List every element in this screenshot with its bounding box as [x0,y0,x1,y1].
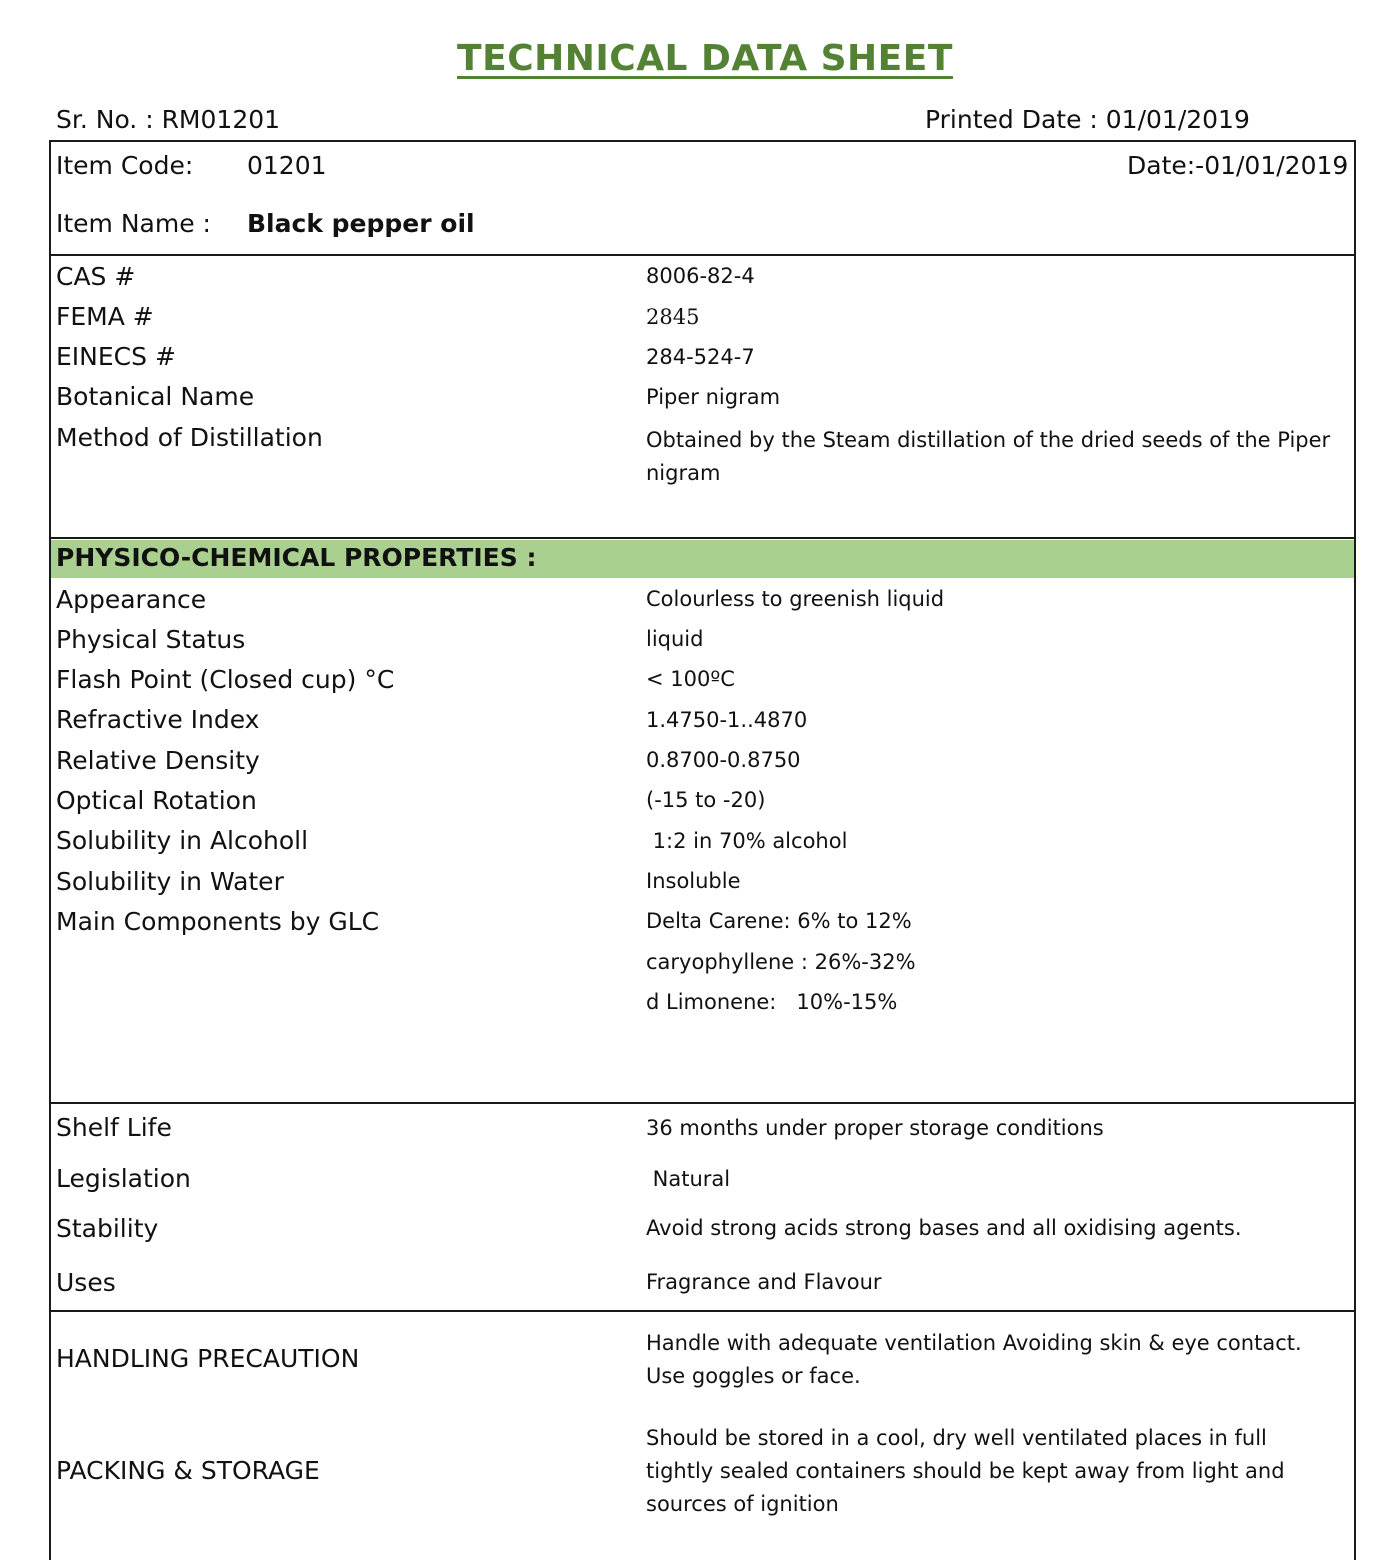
item-code-value: 01201 [247,151,327,180]
refractive-index-label: Refractive Index [56,705,260,734]
botanical-name-label: Botanical Name [56,382,255,411]
handling-precaution-value: Handle with adequate ventilation Avoiding skin & eye contact. Use goggles or face. [646,1331,1302,1388]
component-caryophyllene: caryophyllene : 26%-32% [646,950,916,974]
cas-label: CAS # [56,262,136,291]
einecs-value: 284-524-7 [646,345,755,369]
serial-number: Sr. No. : RM01201 [56,105,281,134]
handling-precaution-label: HANDLING PRECAUTION [56,1344,360,1373]
component-delta-carene: Delta Carene: 6% to 12% [646,909,912,933]
distillation-value: Obtained by the Steam distillation of the dried seeds of the Piper nigram [646,428,1331,485]
appearance-value: Colourless to greenish liquid [646,587,945,611]
cas-value: 8006-82-4 [646,264,755,288]
relative-density-value: 0.8700-0.8750 [646,748,801,772]
physical-status-label: Physical Status [56,625,246,654]
solubility-water-label: Solubility in Water [56,867,284,896]
fema-label: FEMA # [56,302,154,331]
optical-rotation-value: (-15 to -20) [646,788,766,812]
solubility-alcohol-value: 1:2 in 70% alcohol [646,829,848,853]
uses-label: Uses [56,1268,116,1297]
legislation-label: Legislation [56,1164,191,1193]
flash-point-value: < 100ºC [646,667,735,691]
packing-storage-label: PACKING & STORAGE [56,1456,320,1485]
item-name-value: Black pepper oil [247,209,475,238]
stability-label: Stability [56,1214,159,1243]
solubility-water-value: Insoluble [646,869,741,893]
sheet-date: Date:-01/01/2019 [1127,151,1349,180]
component-d-limonene: d Limonene: 10%-15% [646,990,898,1014]
fema-value: 2845 [646,305,700,329]
botanical-name-value: Piper nigram [646,385,781,409]
legislation-value: Natural [646,1167,731,1191]
packing-storage-value: Should be stored in a cool, dry well ventilated places in full tightly sealed containers should be kept away from light and sources of ignition [646,1426,1285,1516]
document-title: TECHNICAL DATA SHEET [457,38,953,79]
shelf-life-label: Shelf Life [56,1113,172,1142]
divider [49,1310,1356,1312]
distillation-label: Method of Distillation [56,423,323,452]
optical-rotation-label: Optical Rotation [56,786,257,815]
item-code-label: Item Code: [56,151,194,180]
appearance-label: Appearance [56,585,207,614]
divider [49,254,1356,256]
divider [49,1102,1356,1104]
physical-status-value: liquid [646,627,704,651]
solubility-alcohol-label: Solubility in Alcoholl [56,826,309,855]
printed-date: Printed Date : 01/01/2019 [925,105,1250,134]
main-components-label: Main Components by GLC [56,907,380,936]
stability-value: Avoid strong acids strong bases and all oxidising agents. [646,1216,1242,1240]
relative-density-label: Relative Density [56,746,260,775]
shelf-life-value: 36 months under proper storage conditions [646,1116,1104,1140]
refractive-index-value: 1.4750-1..4870 [646,708,808,732]
physico-chemical-heading: PHYSICO-CHEMICAL PROPERTIES : [56,543,537,572]
einecs-label: EINECS # [56,342,176,371]
flash-point-label: Flash Point (Closed cup) °C [56,665,395,694]
item-name-label: Item Name : [56,209,211,238]
uses-value: Fragrance and Flavour [646,1270,882,1294]
divider [49,537,1356,539]
